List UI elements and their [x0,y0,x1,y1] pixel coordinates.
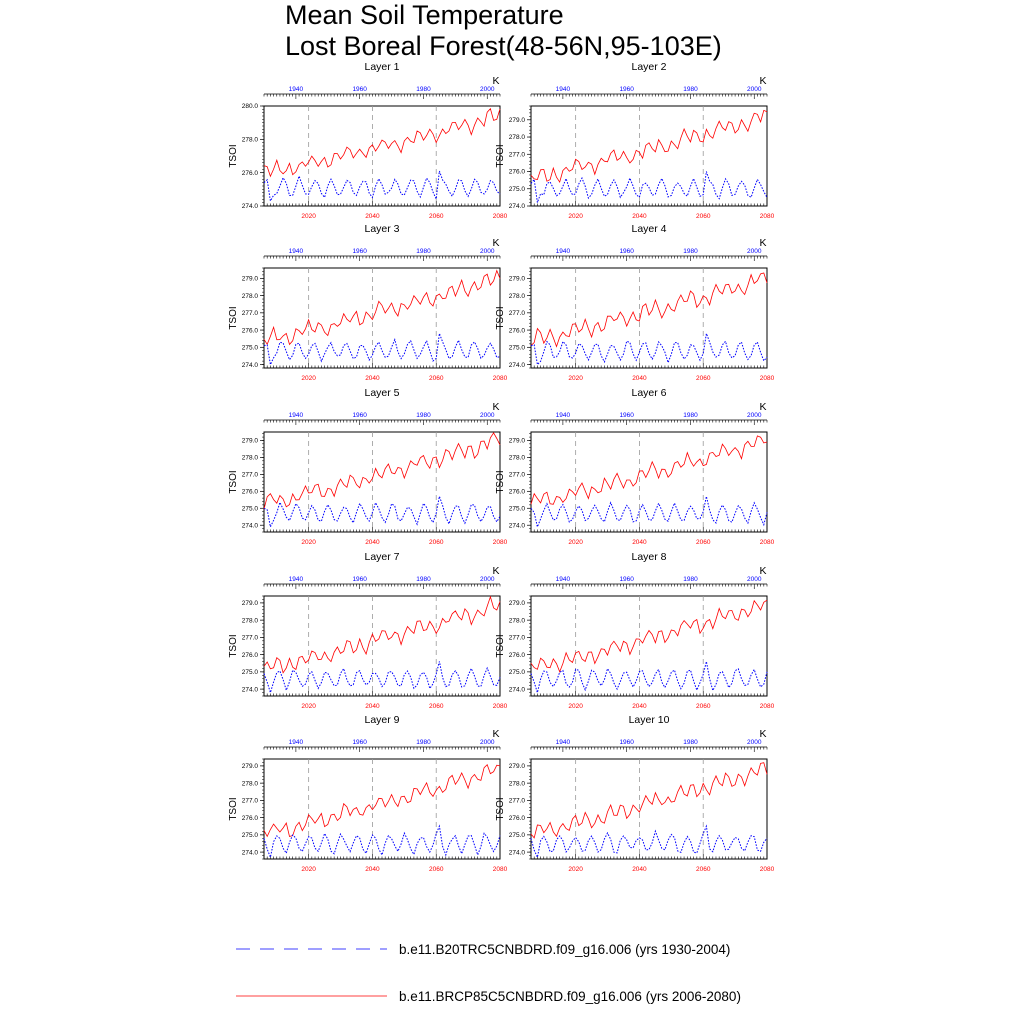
y-tick-label: 279.0 [241,275,258,283]
series-line-future [264,109,500,177]
bottom-tick-label: 2020 [301,703,316,710]
top-tick-label: 1940 [288,86,304,93]
bottom-tick-label: 2080 [492,866,508,873]
bottom-tick-label: 2060 [695,539,711,546]
units-label: K [492,237,500,249]
top-tick-label: 1940 [555,86,571,93]
y-tick-label: 274.0 [508,361,525,369]
top-tick-label: 2000 [747,86,762,93]
y-tick-label: 276.0 [241,651,258,659]
panel-title: Layer 7 [364,551,400,563]
bottom-tick-label: 2020 [568,213,583,220]
y-tick-label: 278.0 [241,617,258,625]
y-tick-label: 279.0 [241,600,258,608]
units-label: K [759,728,767,740]
top-tick-label: 1960 [619,248,634,255]
y-tick-label: 278.0 [241,292,258,300]
top-tick-label: 1960 [352,86,367,93]
series-line-historical [531,662,767,693]
panel-title: Layer 4 [631,223,667,235]
top-tick-label: 1940 [288,248,304,255]
panel-title: Layer 2 [631,61,667,73]
y-tick-label: 274.0 [241,203,258,211]
bottom-tick-label: 2080 [492,375,508,382]
panel-title: Layer 9 [364,714,400,726]
bottom-tick-label: 2020 [301,213,316,220]
bottom-tick-label: 2020 [568,703,583,710]
bottom-tick-label: 2080 [759,375,775,382]
top-tick-label: 1980 [416,576,431,583]
top-tick-label: 2000 [747,739,762,746]
y-tick-label: 277.0 [508,797,525,805]
y-axis-label: TSOI [228,144,239,168]
series-line-historical [264,171,500,201]
plot-frame [531,106,767,206]
y-tick-label: 274.0 [241,849,258,857]
panel-title: Layer 5 [364,387,400,399]
bottom-tick-label: 2040 [632,213,647,220]
y-tick-label: 274.0 [241,522,258,530]
bottom-tick-label: 2040 [632,539,647,546]
panel-layer-9 [228,714,508,873]
y-axis-label: TSOI [495,470,506,494]
bottom-tick-label: 2040 [632,866,647,873]
y-tick-label: 275.0 [241,344,258,352]
y-tick-label: 274.0 [508,522,525,530]
bottom-tick-label: 2040 [365,866,380,873]
top-tick-label: 2000 [747,576,762,583]
panel-title: Layer 8 [631,551,667,563]
legend-label-future: b.e11.BRCP85C5CNBDRD.f09_g16.006 (yrs 2006-2080) [399,989,741,1004]
plot-frame [531,432,767,532]
bottom-tick-label: 2060 [428,213,444,220]
series-line-historical [531,172,767,203]
top-tick-label: 1940 [288,412,304,419]
top-tick-label: 1960 [619,739,634,746]
series-line-historical [531,826,767,857]
y-tick-label: 278.0 [508,454,525,462]
y-tick-label: 275.0 [508,344,525,352]
panel-title: Layer 1 [364,61,400,73]
plot-frame [264,106,500,206]
y-tick-label: 276.0 [241,488,258,496]
y-tick-label: 278.0 [508,780,525,788]
y-tick-label: 280.0 [241,103,258,111]
bottom-tick-label: 2060 [695,866,711,873]
series-line-future [531,436,767,504]
y-tick-label: 279.0 [508,116,525,124]
bottom-tick-label: 2020 [568,866,583,873]
top-tick-label: 1940 [288,739,304,746]
y-tick-label: 279.0 [508,437,525,445]
y-axis-label: TSOI [228,306,239,330]
y-axis-label: TSOI [228,797,239,821]
plot-frame [531,268,767,368]
top-tick-label: 1980 [416,248,431,255]
y-tick-label: 275.0 [241,505,258,513]
bottom-tick-label: 2040 [365,213,380,220]
units-label: K [492,728,500,740]
top-tick-label: 1940 [555,412,571,419]
y-axis-label: TSOI [495,634,506,658]
top-tick-label: 1980 [416,86,431,93]
bottom-tick-label: 2040 [632,375,647,382]
y-tick-label: 278.0 [241,454,258,462]
series-line-historical [264,662,500,693]
panel-layer-4 [492,223,775,382]
series-line-future [264,597,500,673]
top-tick-label: 1940 [288,576,304,583]
units-label: K [492,565,500,577]
y-tick-label: 276.0 [241,327,258,335]
bottom-tick-label: 2020 [301,539,316,546]
units-label: K [759,75,767,87]
y-tick-label: 277.0 [508,151,525,159]
y-tick-label: 274.0 [508,686,525,694]
plot-frame [264,432,500,532]
panel-title: Layer 3 [364,223,400,235]
y-axis-label: TSOI [228,634,239,658]
units-label: K [759,237,767,249]
bottom-tick-label: 2020 [301,375,316,382]
y-axis-label: TSOI [495,144,506,168]
bottom-tick-label: 2040 [365,703,380,710]
y-tick-label: 275.0 [508,832,525,840]
legend [236,942,741,1004]
y-tick-label: 276.0 [508,327,525,335]
top-tick-label: 1940 [555,576,571,583]
top-tick-label: 1980 [416,739,431,746]
y-tick-label: 274.0 [241,361,258,369]
y-axis-label: TSOI [228,470,239,494]
top-tick-label: 1960 [352,412,367,419]
panel-layer-8 [492,551,775,710]
panel-layer-6 [492,387,775,546]
y-tick-label: 277.0 [241,634,258,642]
y-tick-label: 279.0 [241,437,258,445]
series-line-historical [264,496,500,527]
y-tick-label: 276.0 [508,651,525,659]
bottom-tick-label: 2080 [759,539,775,546]
bottom-tick-label: 2060 [695,213,711,220]
top-tick-label: 2000 [480,576,495,583]
top-tick-label: 2000 [480,739,495,746]
panel-layer-5 [228,387,508,546]
series-line-historical [531,334,767,365]
top-tick-label: 1940 [555,739,571,746]
y-tick-label: 278.0 [241,136,258,144]
panel-layer-1 [228,61,508,220]
y-tick-label: 275.0 [241,669,258,677]
y-tick-label: 278.0 [508,617,525,625]
y-tick-label: 277.0 [241,471,258,479]
bottom-tick-label: 2080 [759,213,775,220]
top-tick-label: 1960 [619,412,634,419]
top-tick-label: 1980 [683,739,698,746]
series-line-future [264,433,500,509]
bottom-tick-label: 2020 [568,375,583,382]
figure-title-line-2: Lost Boreal Forest(48-56N,95-103E) [285,31,722,61]
y-tick-label: 278.0 [508,134,525,142]
series-line-historical [531,496,767,527]
y-tick-label: 277.0 [508,310,525,318]
top-tick-label: 2000 [480,412,495,419]
y-tick-label: 276.0 [508,488,525,496]
top-tick-label: 1980 [683,248,698,255]
units-label: K [759,565,767,577]
bottom-tick-label: 2080 [492,213,508,220]
top-tick-label: 1960 [619,576,634,583]
bottom-tick-label: 2060 [695,703,711,710]
bottom-tick-label: 2080 [759,703,775,710]
series-line-historical [264,334,500,365]
top-tick-label: 2000 [480,248,495,255]
y-tick-label: 276.0 [241,814,258,822]
panel-layer-10 [492,714,775,873]
units-label: K [759,401,767,413]
top-tick-label: 1980 [683,412,698,419]
y-tick-label: 274.0 [241,686,258,694]
y-tick-label: 275.0 [508,669,525,677]
bottom-tick-label: 2080 [492,539,508,546]
bottom-tick-label: 2060 [428,866,444,873]
bottom-tick-label: 2040 [365,375,380,382]
y-tick-label: 277.0 [508,471,525,479]
y-tick-label: 275.0 [508,185,525,193]
bottom-tick-label: 2020 [301,866,316,873]
y-tick-label: 276.0 [508,168,525,176]
top-tick-label: 2000 [747,412,762,419]
units-label: K [492,401,500,413]
bottom-tick-label: 2060 [428,539,444,546]
legend-label-historical: b.e11.B20TRC5CNBDRD.f09_g16.006 (yrs 1930-2004) [399,942,731,957]
bottom-tick-label: 2040 [632,703,647,710]
top-tick-label: 1960 [352,248,367,255]
y-tick-label: 275.0 [508,505,525,513]
y-tick-label: 279.0 [508,763,525,771]
top-tick-label: 1980 [683,576,698,583]
bottom-tick-label: 2040 [365,539,380,546]
series-line-future [531,110,767,182]
plot-frame [264,268,500,368]
y-tick-label: 274.0 [508,203,525,211]
series-line-future [531,600,767,672]
y-tick-label: 274.0 [508,849,525,857]
y-tick-label: 277.0 [241,310,258,318]
top-tick-label: 1960 [352,739,367,746]
series-line-future [264,765,500,837]
panel-layer-2 [492,61,775,220]
bottom-tick-label: 2080 [759,866,775,873]
units-label: K [492,75,500,87]
plot-frame [531,596,767,696]
y-tick-label: 277.0 [508,634,525,642]
top-tick-label: 2000 [480,86,495,93]
top-tick-label: 1980 [416,412,431,419]
top-tick-label: 1960 [352,576,367,583]
bottom-tick-label: 2080 [492,703,508,710]
series-line-future [531,763,767,838]
y-axis-label: TSOI [495,306,506,330]
y-tick-label: 279.0 [241,763,258,771]
top-tick-label: 1960 [619,86,634,93]
y-tick-label: 278.0 [241,780,258,788]
top-tick-label: 1980 [683,86,698,93]
y-tick-label: 277.0 [241,797,258,805]
y-axis-label: TSOI [495,797,506,821]
figure-title-line-1: Mean Soil Temperature [285,0,564,30]
y-tick-label: 279.0 [508,275,525,283]
top-tick-label: 1940 [555,248,571,255]
panel-title: Layer 6 [631,387,667,399]
y-tick-label: 276.0 [508,814,525,822]
y-tick-label: 276.0 [241,169,258,177]
panel-title: Layer 10 [628,714,670,726]
bottom-tick-label: 2020 [568,539,583,546]
panel-layer-7 [228,551,508,710]
bottom-tick-label: 2060 [428,375,444,382]
series-line-historical [264,826,500,857]
y-tick-label: 278.0 [508,292,525,300]
series-line-future [531,273,767,347]
bottom-tick-label: 2060 [428,703,444,710]
y-tick-label: 275.0 [241,832,258,840]
bottom-tick-label: 2060 [695,375,711,382]
series-line-future [264,271,500,345]
y-tick-label: 279.0 [508,600,525,608]
top-tick-label: 2000 [747,248,762,255]
panel-layer-3 [228,223,508,382]
